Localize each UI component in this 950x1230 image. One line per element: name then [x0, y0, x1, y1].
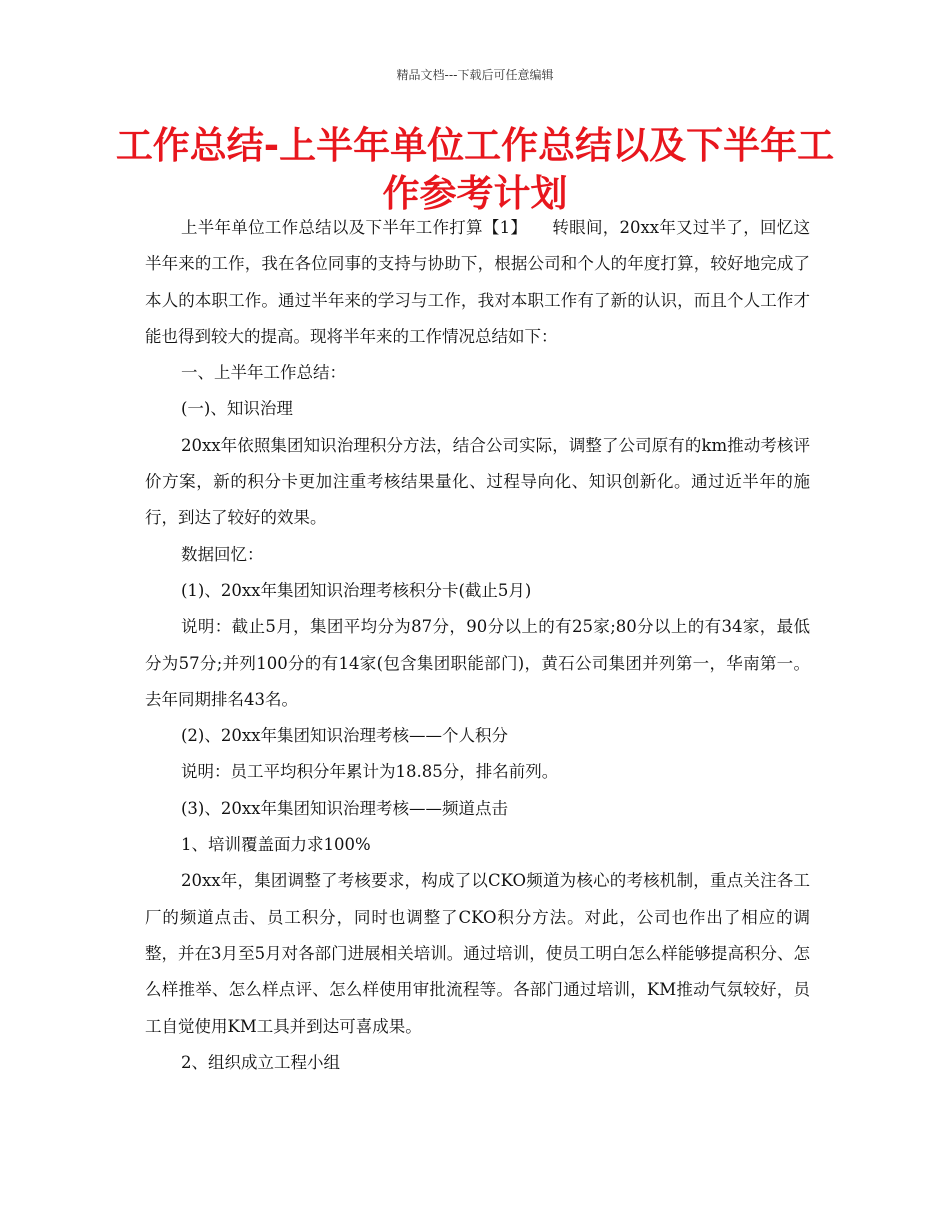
subsection-heading-knowledge-management: (一)、知识治理 [181, 399, 293, 419]
item-channel-clicks: (3)、20xx年集团知识治理考核——频道点击 [181, 798, 508, 818]
paragraph-training-details: 20xx年，集团调整了考核要求，构成了以CKO频道为核心的考核机制，重点关注各工厂的频道点击、员工积分，同时也调整了CKO积分方法。对此，公司也作出了相应的调整，并在3月至5月对各部门进展相关培训。通过培训，使员工明白怎么样能够提高积分、怎么样推举、怎么样点评、怎么样使用审批流程等。各部门通过培训，KM推动气氛较好，员工自觉使用KM工具并到达可喜成果。 [145, 871, 810, 1036]
item-scorecard: (1)、20xx年集团知识治理考核积分卡(截止5月) [181, 580, 532, 600]
item-personal-score: (2)、20xx年集团知识治理考核——个人积分 [181, 726, 508, 746]
paragraph-scorecard-note: 说明：截止5月，集团平均分为87分，90分以上的有25家;80分以上的有34家，最低分为57分;并列100分的有14家(包含集团职能部门)，黄石公司集团并列第一，华南第一。去年同期排名43名。 [145, 617, 810, 709]
paragraph-personal-score-note: 说明：员工平均积分年累计为18.85分，排名前列。 [181, 762, 559, 782]
document-body [145, 210, 810, 1081]
paragraph-km-method: 20xx年依照集团知识治理积分方法，结合公司实际，调整了公司原有的km推动考核评价方案，新的积分卡更加注重考核结果量化、过程导向化、知识创新化。通过近半年的施行，到达了较好的效果。 [145, 435, 810, 528]
section-heading-first-half-summary: 一、上半年工作总结： [181, 363, 346, 383]
item-training-coverage: 1、培训覆盖面力求100% [181, 835, 371, 855]
page-header-note: 精品文档---下载后可任意编辑 [396, 68, 554, 82]
document-title: 工作总结-上半年单位工作总结以及下半年工作参考计划 [115, 124, 835, 215]
subheading-data-review: 数据回忆： [181, 544, 264, 564]
item-project-team: 2、组织成立工程小组 [181, 1052, 340, 1072]
paragraph-intro: 上半年单位工作总结以及下半年工作打算【1】 转眼间，20xx年又过半了，回忆这半年来的工作，我在各位同事的支持与协助下，根据公司和个人的年度打算，较好地完成了本人的本职工作。通过半年来的学习与工作，我对本职工作有了新的认识，而且个人工作才能也得到较大的提高。现将半年来的工作情况总结如下： [145, 218, 810, 346]
